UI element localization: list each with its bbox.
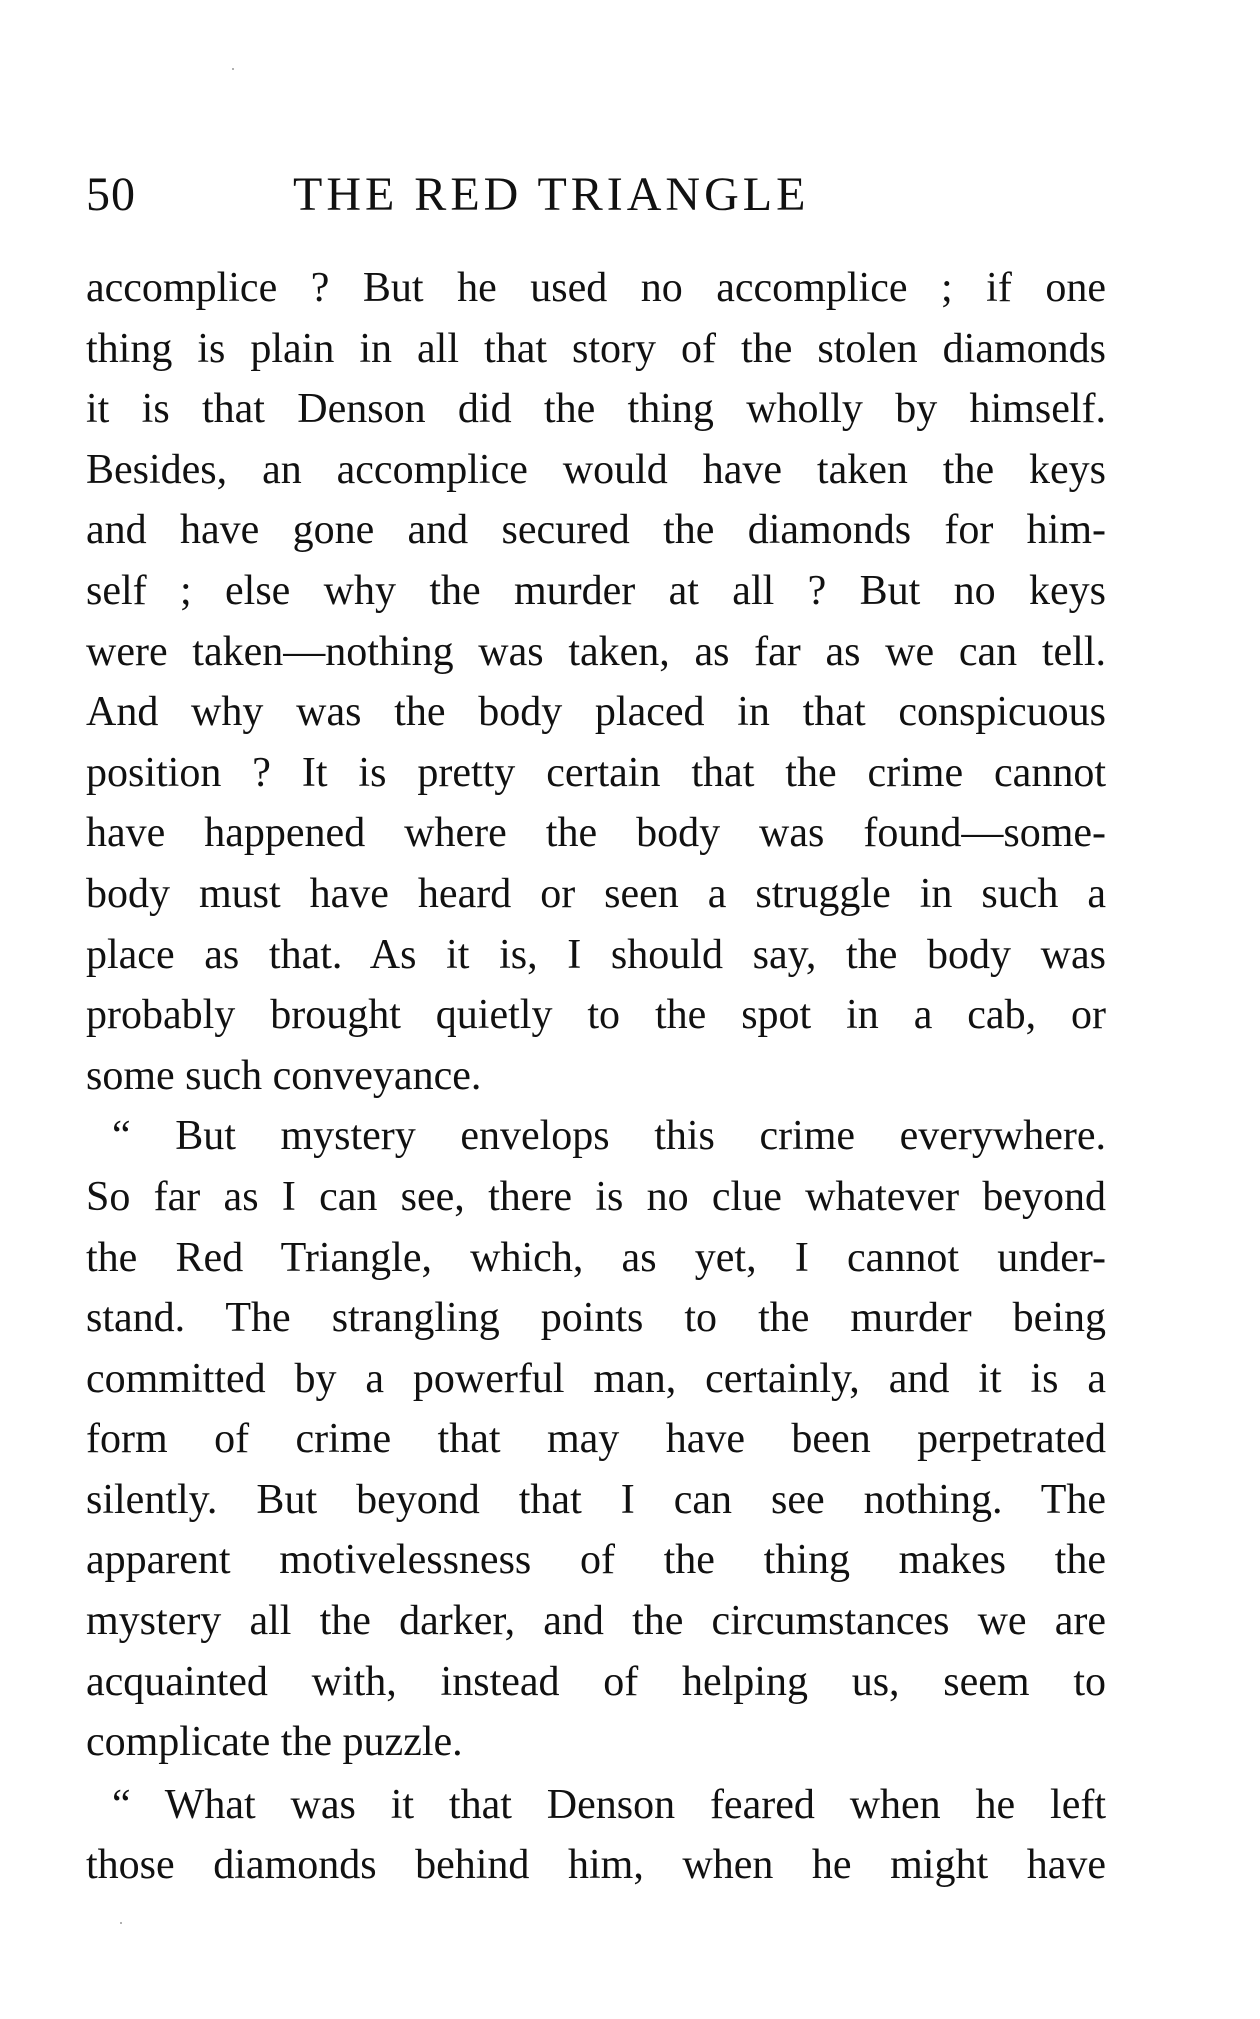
text-line: So far as I can see, there is no clue whatever beyond — [86, 1173, 1106, 1220]
body-text — [86, 258, 1106, 1896]
text-line: complicate the puzzle. — [86, 1719, 463, 1766]
text-line: were taken—nothing was taken, as far as we can tell. — [86, 628, 1106, 675]
paragraph-3 — [86, 1775, 1106, 1896]
text-line: “ What was it that Denson feared when he left — [112, 1781, 1106, 1828]
paper-speck — [232, 68, 234, 70]
text-line: silently. But beyond that I can see nothing. The — [86, 1476, 1106, 1523]
paragraph-2 — [86, 1106, 1106, 1773]
text-line: acquainted with, instead of helping us, seem to — [86, 1658, 1106, 1705]
paragraph-1 — [86, 258, 1106, 1106]
text-line: some such conveyance. — [86, 1052, 482, 1099]
text-line: self ; else why the murder at all ? But no keys — [86, 567, 1106, 614]
text-line: position ? It is pretty certain that the crime cannot — [86, 749, 1106, 796]
page-header — [86, 160, 1106, 230]
text-line: “ But mystery envelops this crime everywhere. — [112, 1113, 1106, 1160]
text-line: body must have heard or seen a struggle in such a — [86, 870, 1106, 917]
text-line: Besides, an accomplice would have taken the keys — [86, 446, 1106, 493]
text-line: the Red Triangle, which, as yet, I cannot under- — [86, 1234, 1106, 1281]
text-line: apparent motivelessness of the thing makes the — [86, 1537, 1106, 1584]
text-line: probably brought quietly to the spot in a cab, or — [86, 992, 1106, 1039]
text-line: committed by a powerful man, certainly, and it is a — [86, 1355, 1106, 1402]
text-line: have happened where the body was found—some- — [86, 810, 1106, 857]
running-title: THE RED TRIANGLE — [293, 168, 810, 221]
text-line: it is that Denson did the thing wholly by himself. — [86, 386, 1106, 433]
text-line: And why was the body placed in that conspicuous — [86, 689, 1106, 736]
paper-speck — [120, 1922, 122, 1924]
text-line: mystery all the darker, and the circumstances we are — [86, 1598, 1106, 1645]
text-line: those diamonds behind him, when he might have — [86, 1842, 1106, 1889]
text-line: form of crime that may have been perpetrated — [86, 1416, 1106, 1463]
text-line: place as that. As it is, I should say, the body was — [86, 931, 1106, 978]
page-number: 50 — [86, 168, 136, 221]
text-line: stand. The strangling points to the murder being — [86, 1295, 1106, 1342]
text-line: and have gone and secured the diamonds for him- — [86, 507, 1106, 554]
text-line: accomplice ? But he used no accomplice ; if one — [86, 265, 1106, 311]
text-line: thing is plain in all that story of the stolen diamonds — [86, 325, 1106, 372]
